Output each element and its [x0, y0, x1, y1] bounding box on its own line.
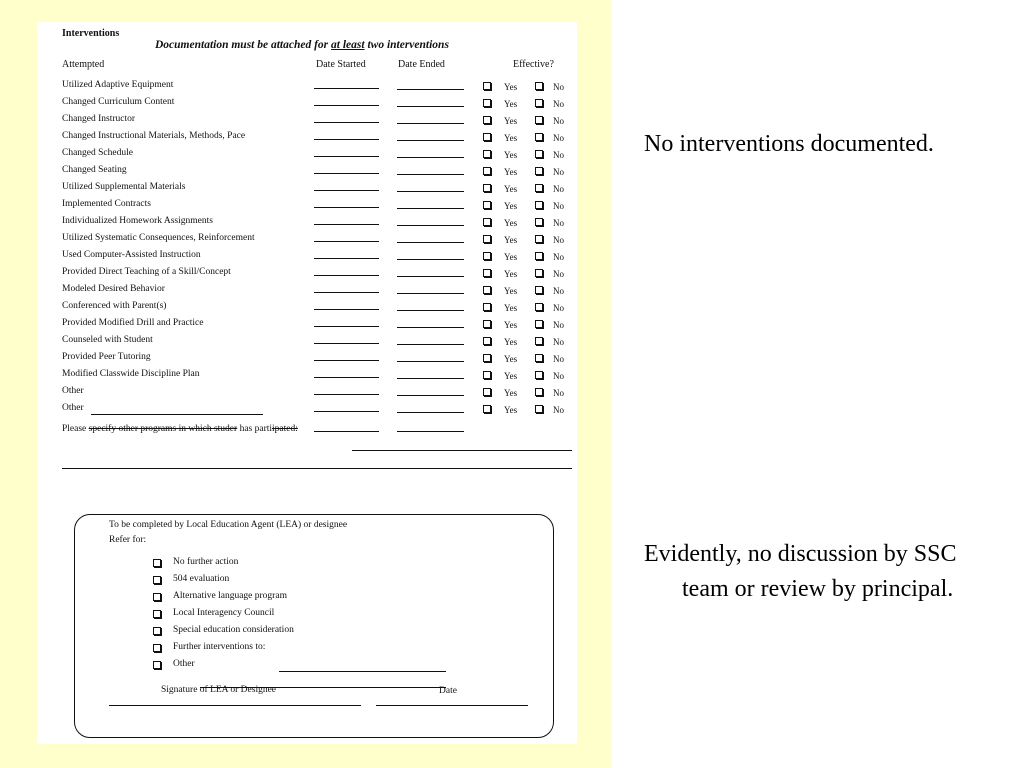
intervention-row: [37, 299, 577, 316]
date-started-field[interactable]: [314, 275, 379, 276]
prompt-mid: has parti: [237, 424, 273, 434]
date-started-field[interactable]: [314, 207, 379, 208]
referral-option-label: Further interventions to:: [173, 642, 266, 652]
intervention-row: [37, 95, 577, 112]
date-started-field[interactable]: [314, 377, 379, 378]
yes-label: Yes: [504, 184, 518, 194]
date-started-field[interactable]: [314, 292, 379, 293]
intervention-row: [37, 214, 577, 231]
no-label: No: [553, 269, 564, 279]
intervention-row: [37, 163, 577, 180]
referral-checkbox[interactable]: [153, 559, 161, 567]
yes-label: Yes: [504, 218, 518, 228]
no-label: No: [553, 235, 564, 245]
no-checkbox[interactable]: [535, 218, 543, 226]
no-label: No: [553, 99, 564, 109]
date-label: Date: [439, 686, 457, 696]
note-no-interventions: No interventions documented.: [644, 131, 934, 157]
yes-label: Yes: [504, 269, 518, 279]
intervention-row: [37, 350, 577, 367]
no-checkbox[interactable]: [535, 116, 543, 124]
intervention-label: Used Computer-Assisted Instruction: [62, 250, 201, 260]
no-label: No: [553, 150, 564, 160]
referral-option-label: Alternative language program: [173, 591, 287, 601]
yes-label: Yes: [504, 150, 518, 160]
intervention-row: [37, 401, 577, 418]
date-ended-field[interactable]: [397, 106, 464, 107]
intervention-label: Changed Schedule: [62, 148, 133, 158]
prompt-pre: Please: [62, 424, 89, 434]
intervention-label: Other: [62, 386, 84, 396]
date-started-field[interactable]: [314, 343, 379, 344]
date-ended-field[interactable]: [397, 140, 464, 141]
referral-option-label: Other: [173, 659, 195, 669]
date-ended-field[interactable]: [397, 276, 464, 277]
intervention-form: [37, 22, 577, 744]
date-started-field[interactable]: [314, 139, 379, 140]
yes-checkbox[interactable]: [483, 337, 491, 345]
other-programs-prompt: [62, 424, 298, 434]
intervention-row: [37, 333, 577, 350]
subtitle-pre: Documentation must be attached for: [155, 39, 332, 51]
intervention-row: [37, 78, 577, 95]
date-started-field[interactable]: [314, 156, 379, 157]
referral-checkbox[interactable]: [153, 661, 161, 669]
date-started-field[interactable]: [314, 360, 379, 361]
form-subtitle: [155, 39, 449, 51]
signature-label: Signature of LEA or Designee: [161, 685, 277, 695]
other-programs-line-3[interactable]: [352, 450, 572, 451]
referral-checkbox[interactable]: [153, 593, 161, 601]
no-label: No: [553, 286, 564, 296]
no-label: No: [553, 184, 564, 194]
no-label: No: [553, 337, 564, 347]
date-started-field[interactable]: [314, 309, 379, 310]
intervention-label: Conferenced with Parent(s): [62, 301, 167, 311]
referral-option-label: 504 evaluation: [173, 574, 230, 584]
intervention-label: Changed Curriculum Content: [62, 97, 175, 107]
no-checkbox[interactable]: [535, 320, 543, 328]
header-effective: Effective?: [513, 59, 554, 70]
intervention-label: Changed Instructor: [62, 114, 136, 124]
no-checkbox[interactable]: [535, 337, 543, 345]
header-attempted: Attempted: [62, 59, 105, 70]
intervention-row: [37, 316, 577, 333]
intervention-label: Counseled with Student: [62, 335, 153, 345]
other-programs-line-1[interactable]: [314, 431, 379, 432]
date-ended-field[interactable]: [397, 208, 464, 209]
intervention-row: [37, 231, 577, 248]
yes-label: Yes: [504, 116, 518, 126]
intervention-row: [37, 384, 577, 401]
yes-label: Yes: [504, 286, 518, 296]
yes-checkbox[interactable]: [483, 133, 491, 141]
subtitle-emphasis: at least: [331, 39, 365, 51]
yes-checkbox[interactable]: [483, 303, 491, 311]
yes-checkbox[interactable]: [483, 150, 491, 158]
no-checkbox[interactable]: [535, 235, 543, 243]
intervention-row: [37, 367, 577, 384]
intervention-label: Provided Peer Tutoring: [62, 352, 151, 362]
intervention-label: Implemented Contracts: [62, 199, 151, 209]
date-started-field[interactable]: [314, 122, 379, 123]
no-label: No: [553, 252, 564, 262]
referral-option-label: No further action: [173, 557, 239, 567]
intervention-row: [37, 248, 577, 265]
no-checkbox[interactable]: [535, 150, 543, 158]
date-ended-field[interactable]: [397, 259, 464, 260]
no-label: No: [553, 82, 564, 92]
yes-label: Yes: [504, 133, 518, 143]
no-label: No: [553, 167, 564, 177]
intervention-row: [37, 265, 577, 282]
date-ended-field[interactable]: [397, 191, 464, 192]
yes-checkbox[interactable]: [483, 235, 491, 243]
referral-checkbox[interactable]: [153, 576, 161, 584]
date-ended-field[interactable]: [397, 157, 464, 158]
intervention-row: [37, 146, 577, 163]
intervention-row: [37, 197, 577, 214]
no-label: No: [553, 371, 564, 381]
date-ended-field[interactable]: [397, 310, 464, 311]
other-referral-line[interactable]: [279, 671, 446, 672]
no-label: No: [553, 218, 564, 228]
no-checkbox[interactable]: [535, 82, 543, 90]
no-checkbox[interactable]: [535, 286, 543, 294]
intervention-label: Changed Seating: [62, 165, 127, 175]
no-checkbox[interactable]: [535, 371, 543, 379]
intervention-row: [37, 112, 577, 129]
yes-checkbox[interactable]: [483, 201, 491, 209]
yes-label: Yes: [504, 235, 518, 245]
yes-checkbox[interactable]: [483, 116, 491, 124]
intervention-label: Utilized Adaptive Equipment: [62, 80, 174, 90]
date-ended-field[interactable]: [397, 327, 464, 328]
referral-checkbox[interactable]: [153, 644, 161, 652]
yes-label: Yes: [504, 405, 518, 415]
date-ended-field[interactable]: [397, 378, 464, 379]
lea-title: To be completed by Local Education Agent (LEA) or designee: [109, 520, 348, 530]
yes-label: Yes: [504, 388, 518, 398]
intervention-label: Provided Modified Drill and Practice: [62, 318, 204, 328]
other-programs-line-2[interactable]: [397, 431, 464, 432]
referral-option-label: Local Interagency Council: [173, 608, 275, 618]
prompt-struck: specify other programs in which studer: [88, 424, 238, 434]
yes-checkbox[interactable]: [483, 405, 491, 413]
date-ended-field[interactable]: [397, 344, 464, 345]
yes-checkbox[interactable]: [483, 388, 491, 396]
no-label: No: [553, 116, 564, 126]
no-checkbox[interactable]: [535, 184, 543, 192]
yes-checkbox[interactable]: [483, 167, 491, 175]
date-started-field[interactable]: [314, 411, 379, 412]
yes-checkbox[interactable]: [483, 99, 491, 107]
no-checkbox[interactable]: [535, 354, 543, 362]
yes-checkbox[interactable]: [483, 184, 491, 192]
no-label: No: [553, 405, 564, 415]
date-started-field[interactable]: [314, 88, 379, 89]
intervention-row: [37, 180, 577, 197]
intervention-label: Utilized Supplemental Materials: [62, 182, 186, 192]
no-checkbox[interactable]: [535, 405, 543, 413]
date-ended-field[interactable]: [397, 174, 464, 175]
no-checkbox[interactable]: [535, 269, 543, 277]
no-checkbox[interactable]: [535, 167, 543, 175]
yes-label: Yes: [504, 201, 518, 211]
note-no-discussion-line2: team or review by principal.: [682, 576, 954, 602]
yes-checkbox[interactable]: [483, 269, 491, 277]
intervention-label: Individualized Homework Assignments: [62, 216, 213, 226]
yes-label: Yes: [504, 167, 518, 177]
intervention-row: [37, 282, 577, 299]
no-checkbox[interactable]: [535, 133, 543, 141]
yes-label: Yes: [504, 252, 518, 262]
date-started-field[interactable]: [314, 105, 379, 106]
header-date-ended: Date Ended: [398, 59, 445, 70]
signature-line[interactable]: [109, 705, 361, 706]
yes-checkbox[interactable]: [483, 252, 491, 260]
intervention-label: Modified Classwide Discipline Plan: [62, 369, 200, 379]
no-label: No: [553, 133, 564, 143]
date-started-field[interactable]: [314, 224, 379, 225]
form-title: Interventions: [62, 28, 120, 39]
no-checkbox[interactable]: [535, 99, 543, 107]
referral-option-label: Special education consideration: [173, 625, 294, 635]
date-started-field[interactable]: [314, 173, 379, 174]
intervention-label: Provided Direct Teaching of a Skill/Concept: [62, 267, 231, 277]
yes-checkbox[interactable]: [483, 286, 491, 294]
yes-label: Yes: [504, 371, 518, 381]
date-started-field[interactable]: [314, 190, 379, 191]
intervention-row: [37, 129, 577, 146]
other-specify-line[interactable]: [91, 414, 263, 415]
no-label: No: [553, 388, 564, 398]
no-checkbox[interactable]: [535, 252, 543, 260]
intervention-label: Other: [62, 403, 84, 413]
no-checkbox[interactable]: [535, 303, 543, 311]
date-ended-field[interactable]: [397, 89, 464, 90]
no-label: No: [553, 303, 564, 313]
yes-label: Yes: [504, 320, 518, 330]
yes-label: Yes: [504, 99, 518, 109]
no-label: No: [553, 201, 564, 211]
date-ended-field[interactable]: [397, 242, 464, 243]
yes-label: Yes: [504, 354, 518, 364]
intervention-label: Changed Instructional Materials, Methods, Pace: [62, 131, 246, 141]
no-label: No: [553, 354, 564, 364]
referral-checkbox[interactable]: [153, 627, 161, 635]
lea-refer-label: Refer for:: [109, 535, 147, 545]
date-ended-field[interactable]: [397, 361, 464, 362]
date-started-field[interactable]: [314, 326, 379, 327]
intervention-label: Modeled Desired Behavior: [62, 284, 165, 294]
note-no-discussion-line1: Evidently, no discussion by SSC: [644, 541, 957, 567]
yes-checkbox[interactable]: [483, 218, 491, 226]
no-label: No: [553, 320, 564, 330]
date-ended-field[interactable]: [397, 225, 464, 226]
yes-checkbox[interactable]: [483, 371, 491, 379]
yes-label: Yes: [504, 337, 518, 347]
yes-label: Yes: [504, 303, 518, 313]
yes-label: Yes: [504, 82, 518, 92]
header-date-started: Date Started: [316, 59, 366, 70]
yes-checkbox[interactable]: [483, 354, 491, 362]
date-started-field[interactable]: [314, 394, 379, 395]
date-ended-field[interactable]: [397, 293, 464, 294]
date-started-field[interactable]: [314, 258, 379, 259]
date-ended-field[interactable]: [397, 123, 464, 124]
date-ended-field[interactable]: [397, 412, 464, 413]
date-started-field[interactable]: [314, 241, 379, 242]
subtitle-post: two interventions: [364, 39, 449, 51]
date-line[interactable]: [376, 705, 528, 706]
intervention-label: Utilized Systematic Consequences, Reinforcement: [62, 233, 255, 243]
date-ended-field[interactable]: [397, 395, 464, 396]
referral-checkbox[interactable]: [153, 610, 161, 618]
yes-checkbox[interactable]: [483, 320, 491, 328]
no-checkbox[interactable]: [535, 201, 543, 209]
yes-checkbox[interactable]: [483, 82, 491, 90]
other-programs-line-4[interactable]: [62, 468, 572, 469]
no-checkbox[interactable]: [535, 388, 543, 396]
lea-section: [74, 514, 554, 738]
prompt-end: ipated:: [272, 424, 298, 434]
